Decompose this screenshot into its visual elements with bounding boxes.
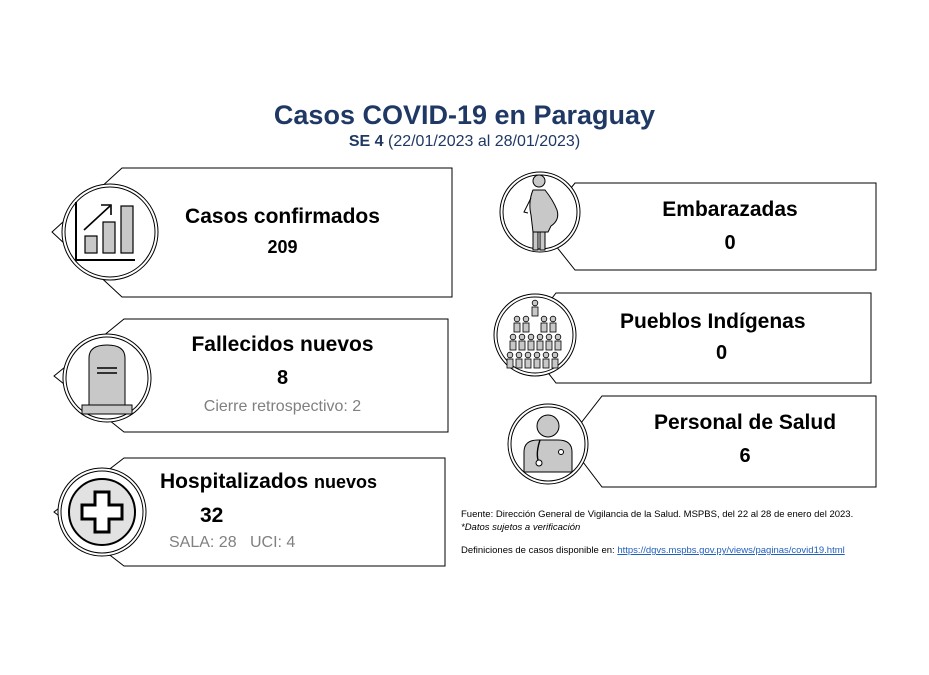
hospitalizados-value: 32 xyxy=(200,504,224,527)
source-text: Fuente: Dirección General de Vigilancia de la Salud. MSPBS, del 22 al 28 de enero del 2023. xyxy=(461,509,854,520)
epi-week: SE 4 xyxy=(348,133,384,150)
hospitalizados-label: Hospitalizados xyxy=(160,470,309,493)
confirmados-value: 209 xyxy=(267,237,298,257)
hospitalizados-card xyxy=(150,470,430,552)
bar-chart-rising-icon xyxy=(62,184,158,280)
hospitalizados-title xyxy=(160,470,430,494)
definitions-link[interactable]: https://dgvs.mspbs.gov.py/views/paginas/covid19.html xyxy=(617,545,845,556)
fallecidos-value: 8 xyxy=(276,367,289,389)
verification-note: *Datos sujetos a verificación xyxy=(461,522,581,533)
hospitalizados-uci: UCI: 4 xyxy=(249,534,296,551)
fallecidos-label: Fallecidos nuevos xyxy=(191,333,374,356)
indigenas-label: Pueblos Indígenas xyxy=(620,310,806,333)
hospitalizados-sala: SALA: 28 xyxy=(169,534,237,551)
salud-label: Personal de Salud xyxy=(653,411,837,434)
embarazadas-value: 0 xyxy=(724,232,736,254)
hospitalizados-label-suffix: nuevos xyxy=(314,472,378,492)
pregnant-woman-icon xyxy=(500,172,580,252)
period-range: (22/01/2023 al 28/01/2023) xyxy=(387,133,581,150)
indigenas-value: 0 xyxy=(716,342,728,364)
fallecidos-note: Cierre retrospectivo: 2 xyxy=(203,398,362,415)
hospitalizados-breakdown xyxy=(169,534,430,552)
confirmados-label: Casos confirmados xyxy=(185,205,380,228)
fallecidos-card xyxy=(150,333,415,416)
indigenas-card xyxy=(590,310,855,365)
tombstone-icon xyxy=(63,334,151,422)
doctor-stethoscope-icon xyxy=(508,404,588,484)
salud-value: 6 xyxy=(739,445,751,467)
source-note xyxy=(461,508,901,534)
embarazadas-card xyxy=(600,198,860,255)
definitions-prefix: Definiciones de casos disponible en: xyxy=(461,545,615,556)
embarazadas-label: Embarazadas xyxy=(662,198,798,221)
medical-cross-icon xyxy=(58,468,146,556)
confirmados-card xyxy=(150,205,415,258)
page-title: Casos COVID-19 en Paraguay xyxy=(273,100,656,130)
salud-card xyxy=(620,411,870,468)
crowd-people-icon xyxy=(494,294,576,376)
definitions-note xyxy=(461,545,845,556)
